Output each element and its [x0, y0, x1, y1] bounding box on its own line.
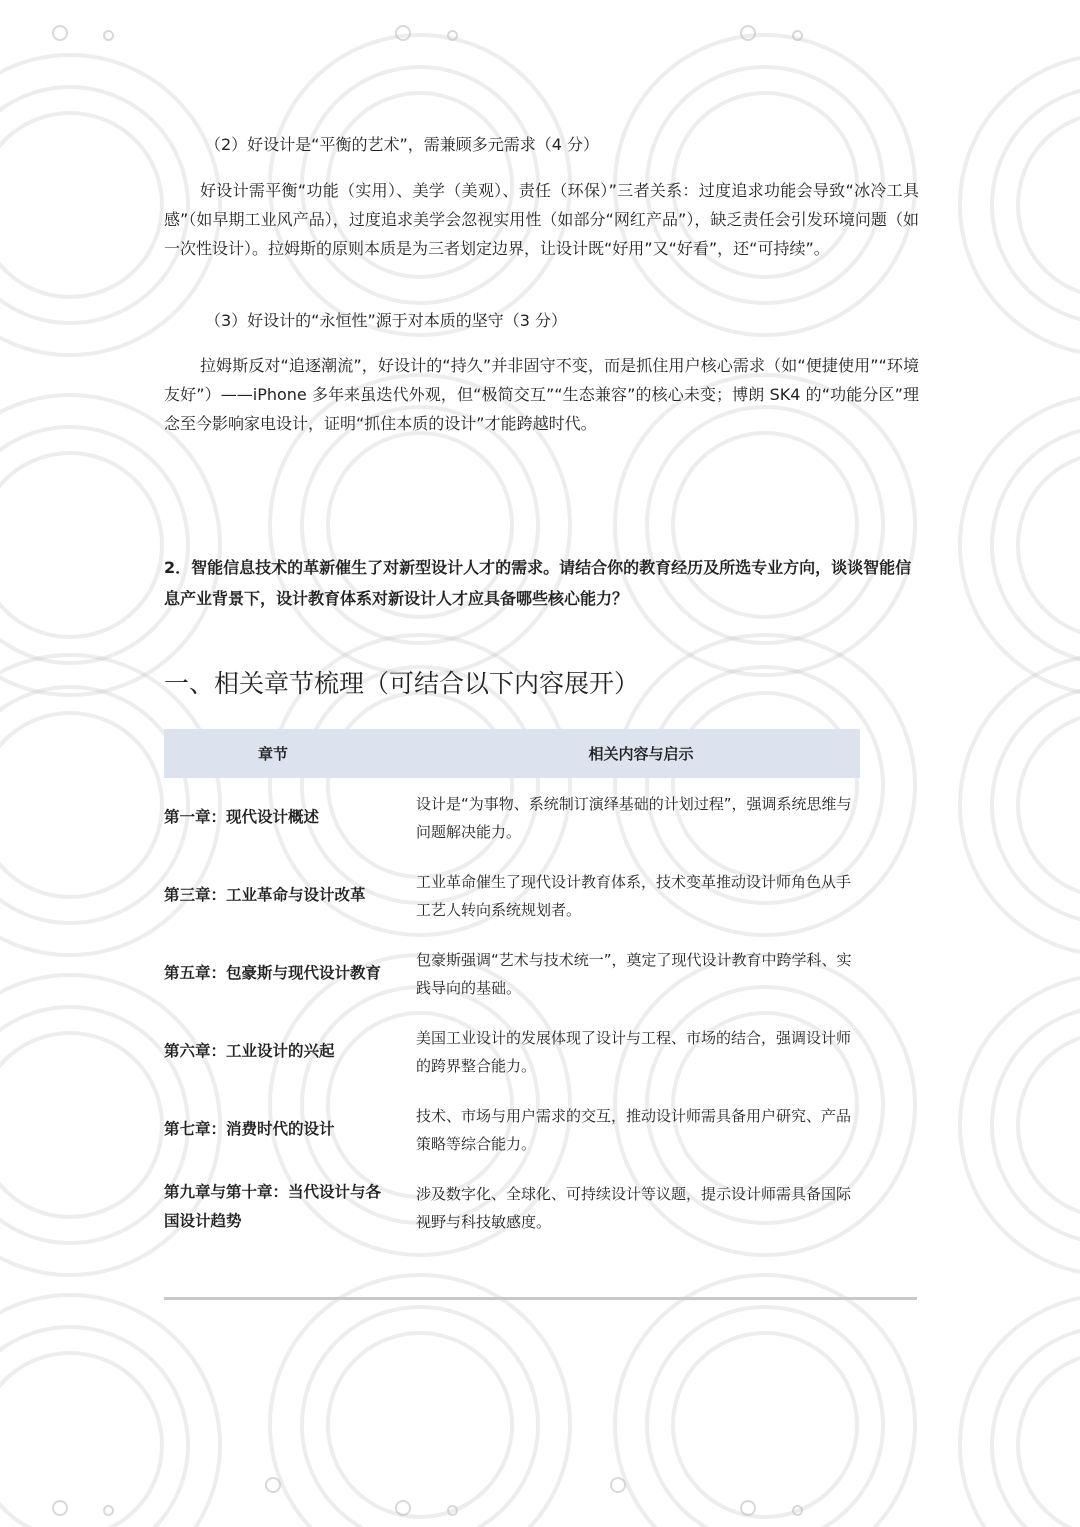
table-row — [164, 944, 860, 1002]
table-row — [164, 866, 860, 924]
table-row — [164, 1178, 860, 1236]
row-content: 工业革命催生了现代设计教育体系，技术变革推动设计师角色从手工艺人转向系统规划者。 — [416, 873, 852, 919]
row-chapter: 第九章与第十章：当代设计与各国设计趋势 — [164, 1183, 382, 1230]
point2-body: 好设计需平衡“功能（实用）、美学（美观）、责任（环保）”三者关系：过度追求功能会导致“冰冷工具感”（如早期工业风产品），过度追求美学会忽视实用性（如部分“网红产品”），缺乏责任会引发环境问题（如一次性设计）。拉姆斯的原则本质是为三者划定边界，让设计既“好用”又“好看”，还“可持续”。 — [164, 181, 919, 258]
section-heading: 一、相关章节梳理（可结合以下内容展开） — [164, 669, 640, 698]
row-content: 涉及数字化、全球化、可持续设计等议题，提示设计师需具备国际视野与科技敏感度。 — [416, 1185, 852, 1231]
table-row — [164, 1022, 860, 1080]
row-chapter: 第一章：现代设计概述 — [164, 807, 320, 826]
row-chapter: 第五章：包豪斯与现代设计教育 — [164, 963, 382, 982]
point2-title: （2）好设计是“平衡的艺术”，需兼顾多元需求（4 分） — [205, 135, 600, 154]
header-content: 相关内容与启示 — [588, 745, 694, 763]
row-chapter: 第六章：工业设计的兴起 — [164, 1041, 335, 1060]
row-content: 技术、市场与用户需求的交互，推动设计师需具备用户研究、产品策略等综合能力。 — [416, 1107, 852, 1153]
question-2: 2．智能信息技术的革新催生了对新型设计人才的需求。请结合你的教育经历及所选专业方向，谈谈智能信息产业背景下，设计教育体系对新设计人才应具备哪些核心能力？ — [164, 558, 912, 608]
row-content: 设计是“为事物、系统制订演绎基础的计划过程”，强调系统思维与问题解决能力。 — [416, 795, 852, 841]
point3-title: （3）好设计的“永恒性”源于对本质的坚守（3 分） — [205, 311, 568, 330]
chapter-table — [164, 729, 860, 1231]
header-chapter: 章节 — [257, 745, 288, 763]
row-chapter: 第七章：消费时代的设计 — [164, 1119, 335, 1138]
row-content: 美国工业设计的发展体现了设计与工程、市场的结合，强调设计师的跨界整合能力。 — [416, 1029, 852, 1075]
table-row — [164, 1100, 860, 1158]
point3-body: 拉姆斯反对“追逐潮流”，好设计的“持久”并非固守不变，而是抓住用户核心需求（如“便捷使用”“环境友好”）——iPhone 多年来虽迭代外观，但“极简交互”“生态兼容”的核心未变；博朗 SK4 的“功能分区”理念至今影响家电设计，证明“抓住本质的设计”才能跨越时代。 — [164, 356, 919, 433]
divider — [164, 1297, 917, 1300]
table-row — [164, 788, 860, 846]
table-header — [164, 729, 860, 778]
row-content: 包豪斯强调“艺术与技术统一”，奠定了现代设计教育中跨学科、实践导向的基础。 — [416, 951, 852, 997]
row-chapter: 第三章：工业革命与设计改革 — [164, 885, 366, 904]
